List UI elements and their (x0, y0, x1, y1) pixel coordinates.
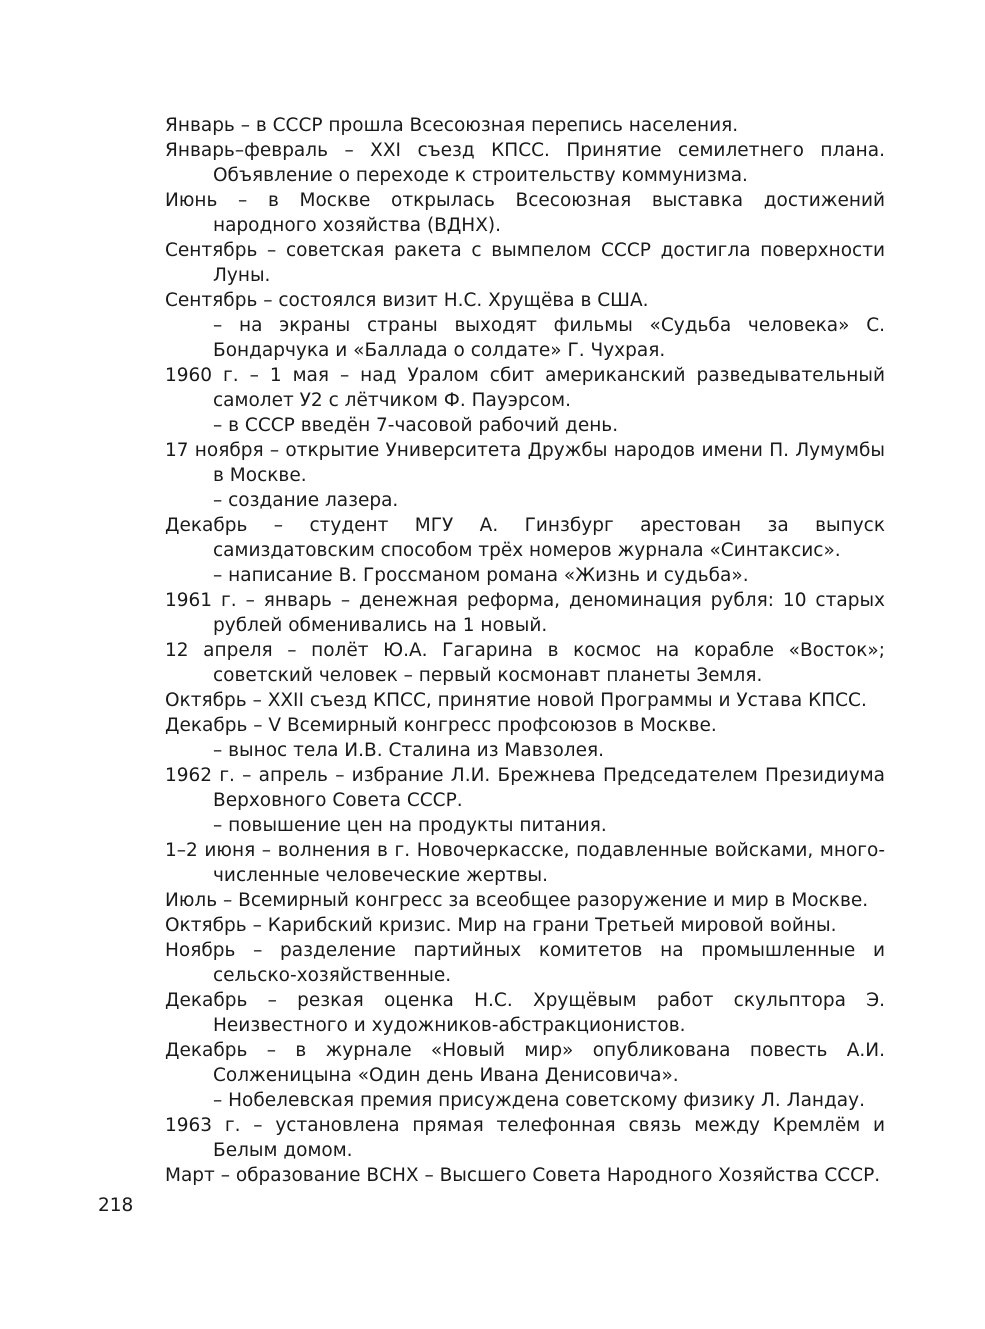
entry-1962-december-art: Декабрь – резкая оценка Н.С. Хрущёвым работ скульптора Э. Неизвестного и художников-абстракционистов. (165, 990, 885, 1036)
entry-1962-october: Октябрь – Карибский кризис. Мир на грани Третьей мировой войны. (165, 915, 837, 936)
entry-1960-november: 17 ноября – открытие Университета Дружбы народов имени П. Лумумбы в Москве. (165, 440, 885, 486)
entry-1959-january-february: Январь–февраль – XXI съезд КПСС. Принятие семилетнего плана. Объявление о переходе к строительству коммунизма. (165, 140, 885, 186)
entry-1962-april: 1962 г. – апрель – избрание Л.И. Брежнева Председателем Президиума Верховного Совета СССР. (165, 765, 885, 811)
entry-1962-july: Июль – Всемирный конгресс за всеобщее разоружение и мир в Москве. (165, 890, 869, 911)
entry-1961-december: Декабрь – V Всемирный конгресс профсоюзов в Москве. (165, 715, 717, 736)
entry-sub-workday: – в СССР введён 7-часовой рабочий день. (213, 415, 619, 436)
entry-1962-june: 1–2 июня – волнения в г. Новочеркасске, подавленные войсками, много-численные человеческие жертвы. (165, 840, 885, 886)
entry-1960-december: Декабрь – студент МГУ А. Гинзбург арестован за выпуск самиздатовским способом трёх номеров журнала «Синтаксис». (165, 515, 885, 561)
entry-1959-september-visit: Сентябрь – состоялся визит Н.С. Хрущёва в США. (165, 290, 649, 311)
entry-1962-november: Ноябрь – разделение партийных комитетов на промышленные и сельско-хозяйственные. (165, 940, 885, 986)
entry-1963-march: Март – образование ВСНХ – Высшего Совета Народного Хозяйства СССР. (165, 1165, 881, 1186)
entry-1961-october: Октябрь – XXII съезд КПСС, принятие новой Программы и Устава КПСС. (165, 690, 867, 711)
entry-1959-june: Июнь – в Москве открылась Всесоюзная выставка достижений народного хозяйства (ВДНХ). (165, 190, 885, 236)
entry-1961-april: 12 апреля – полёт Ю.А. Гагарина в космос на корабле «Восток»; советский человек – первый космонавт планеты Земля. (165, 640, 885, 686)
chronology-text (165, 113, 885, 1188)
entry-1963-hotline: 1963 г. – установлена прямая телефонная связь между Кремлём и Белым домом. (165, 1115, 885, 1161)
entry-sub-stalin: – вынос тела И.В. Сталина из Мавзолея. (213, 740, 604, 761)
entry-sub-laser: – создание лазера. (213, 490, 399, 511)
entry-sub-prices: – повышение цен на продукты питания. (213, 815, 607, 836)
entry-sub-grossman: – написание В. Гроссманом романа «Жизнь и судьба». (213, 565, 749, 586)
entry-1960-may: 1960 г. – 1 мая – над Уралом сбит американский разведывательный самолет У2 с лётчиком Ф. Пауэрсом. (165, 365, 885, 411)
entry-sub-nobel: – Нобелевская премия присуждена советскому физику Л. Ландау. (213, 1090, 865, 1111)
entry-1959-january: Январь – в СССР прошла Всесоюзная перепись населения. (165, 115, 739, 136)
page-number: 218 (98, 1195, 134, 1216)
entry-1959-september-rocket: Сентябрь – советская ракета с вымпелом СССР достигла поверхности Луны. (165, 240, 885, 286)
entry-1961-january: 1961 г. – январь – денежная реформа, деноминация рубля: 10 старых рублей обменивались на 1 новый. (165, 590, 885, 636)
entry-1962-december-novy-mir: Декабрь – в журнале «Новый мир» опубликована повесть А.И. Солженицына «Один день Ивана Денисовича». (165, 1040, 885, 1086)
entry-sub-films: – на экраны страны выходят фильмы «Судьба человека» С. Бондарчука и «Баллада о солдате» Г. Чухрая. (213, 315, 885, 361)
